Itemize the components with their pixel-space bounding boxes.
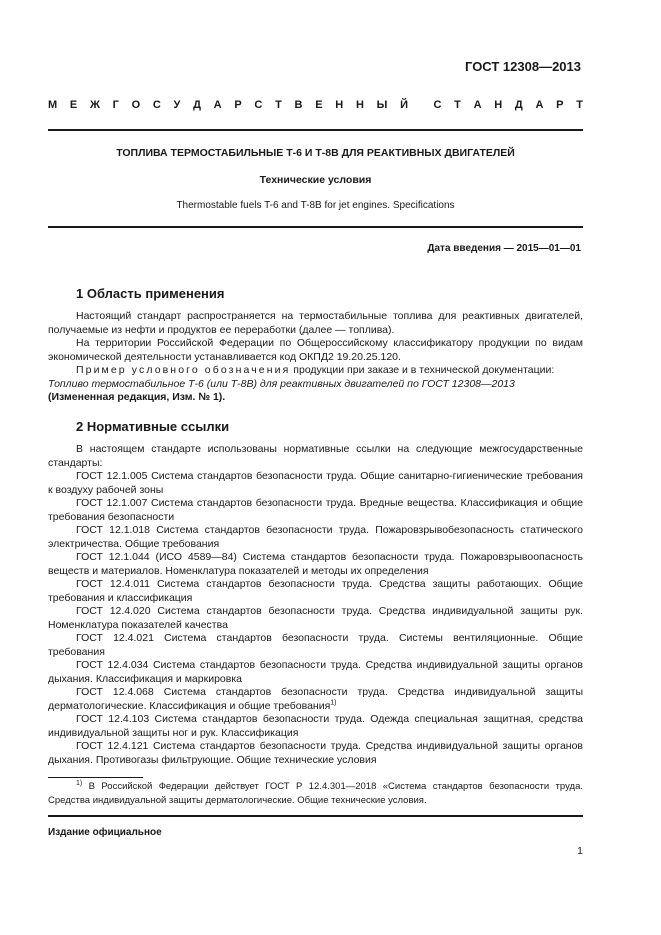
section-1-paragraph: На территории Российской Федерации по Общероссийскому классификатору продукции по видам экономической деятельности устанавливается код ОКПД2 19.20.25.120.	[48, 337, 583, 363]
reference-footnote-mark: 1)	[330, 699, 337, 706]
section-2-heading: 2 Нормативные ссылки	[76, 419, 230, 434]
introduction-date: Дата введения — 2015—01—01	[427, 243, 581, 254]
banner-letter: Д	[193, 99, 201, 111]
banner-letter: Г	[112, 99, 119, 111]
amendment-note: (Измененная редакция, Изм. № 1).	[48, 391, 226, 403]
english-title: Thermostable fuels T-6 and T-8B for jet engines. Specifications	[176, 200, 455, 211]
banner-letter: Р	[234, 99, 242, 111]
banner-letter: У	[173, 99, 181, 111]
normative-reference	[48, 497, 583, 524]
reference-text: ГОСТ 12.1.018 Система стандартов безопасности труда. Пожаровзрывобезопасность статического электричества. Общие требования	[48, 524, 583, 550]
title-rule	[48, 226, 583, 228]
banner-letter: А	[535, 99, 544, 111]
reference-text: ГОСТ 12.1.044 (ИСО 4589—84) Система стандартов безопасности труда. Пожаровзрывоопасность веществ и материалов. Номенклатура показателей и методы их определения	[48, 551, 583, 577]
example-designation: Топливо термостабильное Т-6 (или Т-8В) для реактивных двигателей по ГОСТ 12308—2013	[48, 377, 515, 390]
banner-letter: С	[254, 99, 263, 111]
section-1-example	[48, 364, 583, 378]
banner-letter: Е	[315, 99, 323, 111]
footnote-mark: 1)	[76, 779, 83, 787]
normative-reference	[48, 551, 583, 578]
document-title: ТОПЛИВА ТЕРМОСТАБИЛЬНЫЕ Т-6 И Т-8В ДЛЯ РЕАКТИВНЫХ ДВИГАТЕЛЕЙ	[116, 147, 515, 159]
gost-number: ГОСТ 12308—2013	[465, 59, 581, 74]
interstate-standard-banner	[48, 99, 583, 113]
reference-text: ГОСТ 12.4.011 Система стандартов безопасности труда. Средства защиты работающих. Общие требования и классификация	[48, 578, 583, 604]
top-rule	[48, 129, 583, 131]
normative-reference	[48, 740, 583, 767]
footnote-text: В Российской Федерации действует ГОСТ Р 12.4.301—2018 «Система стандартов безопасности труда. Средства индивидуальной защиты дерматологические. Общие технические условия.	[48, 781, 583, 806]
reference-text: ГОСТ 12.4.103 Система стандартов безопасности труда. Одежда специальная защитная, средства индивидуальной защиты ног и рук. Классификация	[48, 713, 583, 739]
normative-reference	[48, 713, 583, 740]
banner-letter: Р	[556, 99, 564, 111]
reference-text: ГОСТ 12.1.007 Система стандартов безопасности труда. Вредные вещества. Классификация и общие требования безопасности	[48, 497, 583, 523]
section-1-body	[48, 310, 583, 405]
banner-letter: Т	[275, 99, 282, 111]
reference-text: ГОСТ 12.4.020 Система стандартов безопасности труда. Средства индивидуальной защиты рук. Номенклатура показателей качества	[48, 605, 583, 631]
normative-reference	[48, 470, 583, 497]
banner-letter: Ж	[89, 99, 100, 111]
footnote	[48, 780, 583, 808]
normative-reference	[48, 659, 583, 686]
banner-letter: А	[473, 99, 482, 111]
banner-letter: Й	[400, 99, 409, 111]
reference-text: ГОСТ 12.4.121 Система стандартов безопасности труда. Средства индивидуальной защиты органов дыхания. Противогазы фильтрующие. Общие технические условия	[48, 740, 583, 766]
section-1-heading: 1 Область применения	[76, 286, 225, 301]
normative-reference	[48, 578, 583, 605]
document-subtitle: Технические условия	[259, 174, 372, 186]
banner-letter: Н	[355, 99, 364, 111]
banner-letter: А	[213, 99, 222, 111]
banner-letter: В	[294, 99, 303, 111]
banner-letter: Т	[576, 99, 583, 111]
banner-letter: Н	[335, 99, 344, 111]
normative-reference	[48, 686, 583, 713]
reference-text: ГОСТ 12.1.005 Система стандартов безопасности труда. Общие санитарно-гигиенические требования к воздуху рабочей зоны	[48, 470, 583, 496]
banner-letter: Д	[514, 99, 523, 111]
banner-letter: М	[48, 99, 58, 111]
section-1-paragraph: Настоящий стандарт распространяется на термостабильные топлива для реактивных двигателей, получаемые из нефти и продуктов ее переработки (далее — топлива).	[48, 310, 583, 336]
banner-letter: С	[152, 99, 161, 111]
banner-letter: О	[131, 99, 141, 111]
footer-rule	[48, 815, 583, 817]
page-number: 1	[577, 845, 583, 857]
section-2-body	[48, 443, 583, 767]
banner-letter: Т	[454, 99, 461, 111]
banner-letter: Н	[494, 99, 503, 111]
official-edition-label: Издание официальное	[48, 827, 162, 838]
normative-reference	[48, 605, 583, 632]
banner-letter: С	[433, 99, 442, 111]
normative-reference	[48, 632, 583, 659]
example-text: продукции при заказе и в технической документации:	[290, 364, 555, 376]
banner-letter: Е	[69, 99, 78, 111]
banner-letter: Ы	[376, 99, 388, 111]
reference-text: ГОСТ 12.4.068 Система стандартов безопасности труда. Средства индивидуальной защиты дерматологические. Классификация и общие требования	[48, 686, 583, 712]
footnote-rule	[48, 777, 143, 778]
example-label: Пример условного обозначения	[76, 364, 291, 376]
reference-text: ГОСТ 12.4.021 Система стандартов безопасности труда. Системы вентиляционные. Общие требования	[48, 632, 583, 658]
section-2-intro: В настоящем стандарте использованы нормативные ссылки на следующие межгосударственные стандарты:	[48, 443, 583, 469]
reference-text: ГОСТ 12.4.034 Система стандартов безопасности труда. Средства индивидуальной защиты органов дыхания. Классификация и маркировка	[48, 659, 583, 685]
normative-reference	[48, 524, 583, 551]
